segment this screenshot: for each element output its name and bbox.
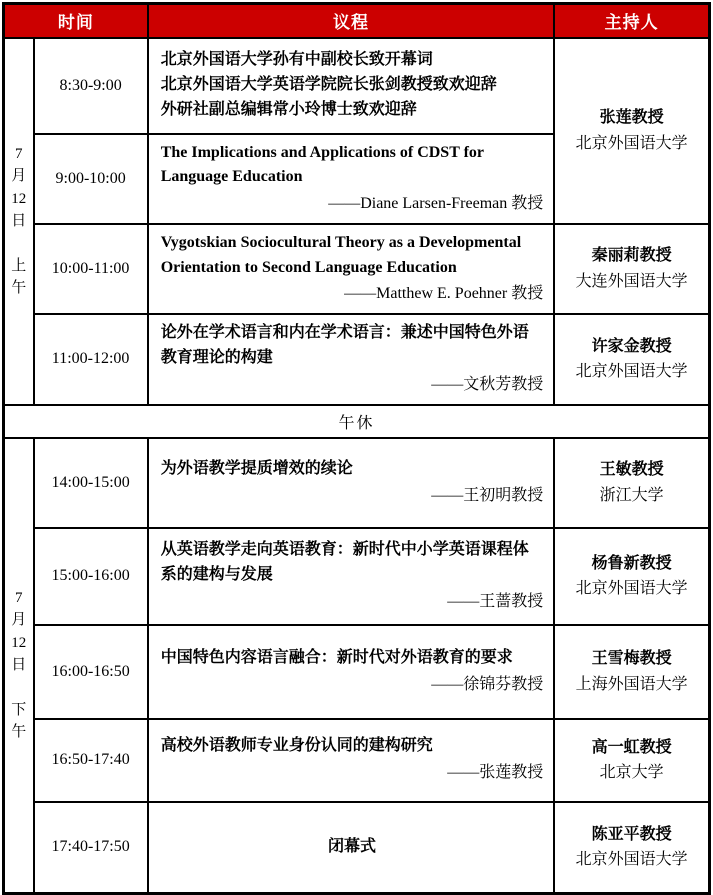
- host-affiliation: 北京外国语大学: [575, 580, 688, 598]
- agenda-line: 北京外国语大学英语学院院长张剑教授致欢迎辞: [160, 76, 497, 94]
- time-cell: 17:40-17:50: [34, 802, 148, 894]
- agenda-cell-teacher-identity: [148, 719, 555, 802]
- talk-title: The Implications and Applications of CDST for Language Education: [160, 143, 484, 186]
- talk-speaker: ——张莲教授: [447, 764, 544, 782]
- talk-title: 中国特色内容语言融合：新时代对外语教育的要求: [160, 648, 513, 666]
- agenda-line: 外研社副总编辑常小玲博士致欢迎辞: [160, 100, 417, 118]
- talk-title: 闭幕式: [327, 838, 376, 856]
- agenda-cell-opening: [148, 38, 555, 134]
- host-affiliation: 北京外国语大学: [575, 851, 688, 869]
- talk-speaker: ——Diane Larsen-Freeman 教授: [328, 195, 544, 213]
- date-char: 7: [15, 145, 23, 162]
- host-cell: [554, 314, 709, 404]
- agenda-cell-academic-language: [148, 314, 555, 404]
- time-cell: 9:00-10:00: [34, 134, 148, 224]
- talk-title: Vygotskian Sociocultural Theory as a Developmental Orientation to Second Language Education: [160, 233, 522, 276]
- host-affiliation: 北京大学: [599, 764, 664, 782]
- time-cell: 14:00-15:00: [34, 438, 148, 528]
- host-cell: [554, 38, 709, 224]
- host-cell: [554, 625, 709, 719]
- header-row: [4, 4, 710, 38]
- host-name: 杨鲁新教授: [591, 554, 672, 572]
- date-gap: [5, 677, 33, 699]
- period-char: 午: [11, 280, 27, 297]
- talk-title: 论外在学术语言和内在学术语言：兼述中国特色外语教育理论的构建: [160, 324, 529, 367]
- talk-speaker: ——徐锦芬教授: [431, 675, 544, 693]
- session-row-vygotskian: [4, 224, 710, 314]
- header-time: 时间: [4, 4, 148, 38]
- time-cell: 16:00-16:50: [34, 625, 148, 719]
- period-char: 下: [11, 701, 27, 718]
- date-char: 12: [11, 634, 27, 651]
- session-row-closing: [4, 802, 710, 894]
- session-row-xulun: [4, 438, 710, 528]
- date-gap: [5, 233, 33, 255]
- host-cell: [554, 438, 709, 528]
- date-char: 月: [11, 168, 27, 185]
- agenda-line: 北京外国语大学孙有中副校长致开幕词: [160, 51, 433, 69]
- schedule-table: [2, 2, 711, 895]
- time-cell: 10:00-11:00: [34, 224, 148, 314]
- talk-title: 从英语教学走向英语教育：新时代中小学英语课程体系的建构与发展: [160, 540, 529, 583]
- agenda-cell-content-language: [148, 625, 555, 719]
- talk-speaker: ——王蔷教授: [447, 592, 544, 610]
- session-row-opening: [4, 38, 710, 134]
- header-agenda: 议程: [148, 4, 555, 38]
- host-affiliation: 上海外国语大学: [575, 675, 688, 693]
- session-row-english-education: [4, 528, 710, 625]
- talk-speaker: ——Matthew E. Poehner 教授: [344, 285, 544, 303]
- host-affiliation: 北京外国语大学: [575, 134, 688, 152]
- lunch-label: 午休: [4, 405, 710, 438]
- host-affiliation: 浙江大学: [599, 486, 664, 504]
- agenda-cell-english-education: [148, 528, 555, 625]
- talk-speaker: ——文秋芳教授: [431, 375, 544, 393]
- host-cell: [554, 528, 709, 625]
- host-cell: [554, 719, 709, 802]
- date-char: 7: [15, 589, 23, 606]
- host-cell: [554, 224, 709, 314]
- time-cell: 11:00-12:00: [34, 314, 148, 404]
- time-cell: 16:50-17:40: [34, 719, 148, 802]
- host-name: 王敏教授: [599, 461, 664, 479]
- talk-title: 高校外语教师专业身份认同的建构研究: [160, 737, 433, 755]
- agenda-cell-cdst: [148, 134, 555, 224]
- time-cell: 8:30-9:00: [34, 38, 148, 134]
- time-cell: 15:00-16:00: [34, 528, 148, 625]
- session-row-teacher-identity: [4, 719, 710, 802]
- header-host: 主持人: [554, 4, 709, 38]
- agenda-cell-closing: [148, 802, 555, 894]
- period-char: 上: [11, 257, 27, 274]
- talk-title: 为外语教学提质增效的续论: [160, 459, 353, 477]
- session-row-academic-language: [4, 314, 710, 404]
- host-name: 秦丽莉教授: [591, 247, 672, 265]
- host-cell: [554, 802, 709, 894]
- host-name: 张莲教授: [599, 109, 664, 127]
- host-name: 高一虹教授: [591, 738, 672, 756]
- talk-speaker: ——王初明教授: [431, 486, 544, 504]
- session-row-content-language: [4, 625, 710, 719]
- date-char: 日: [11, 657, 27, 674]
- lunch-row: [4, 405, 710, 438]
- host-name: 王雪梅教授: [591, 650, 672, 668]
- agenda-cell-xulun: [148, 438, 555, 528]
- date-char: 12: [11, 190, 27, 207]
- date-char: 月: [11, 612, 27, 629]
- host-name: 陈亚平教授: [591, 825, 672, 843]
- host-name: 许家金教授: [591, 337, 672, 355]
- host-affiliation: 北京外国语大学: [575, 363, 688, 381]
- period-char: 午: [11, 724, 27, 741]
- date-char: 日: [11, 213, 27, 230]
- host-affiliation: 大连外国语大学: [575, 273, 688, 291]
- date-label-afternoon: [4, 438, 34, 894]
- date-label-morning: [4, 38, 34, 405]
- agenda-cell-vygotskian: [148, 224, 555, 314]
